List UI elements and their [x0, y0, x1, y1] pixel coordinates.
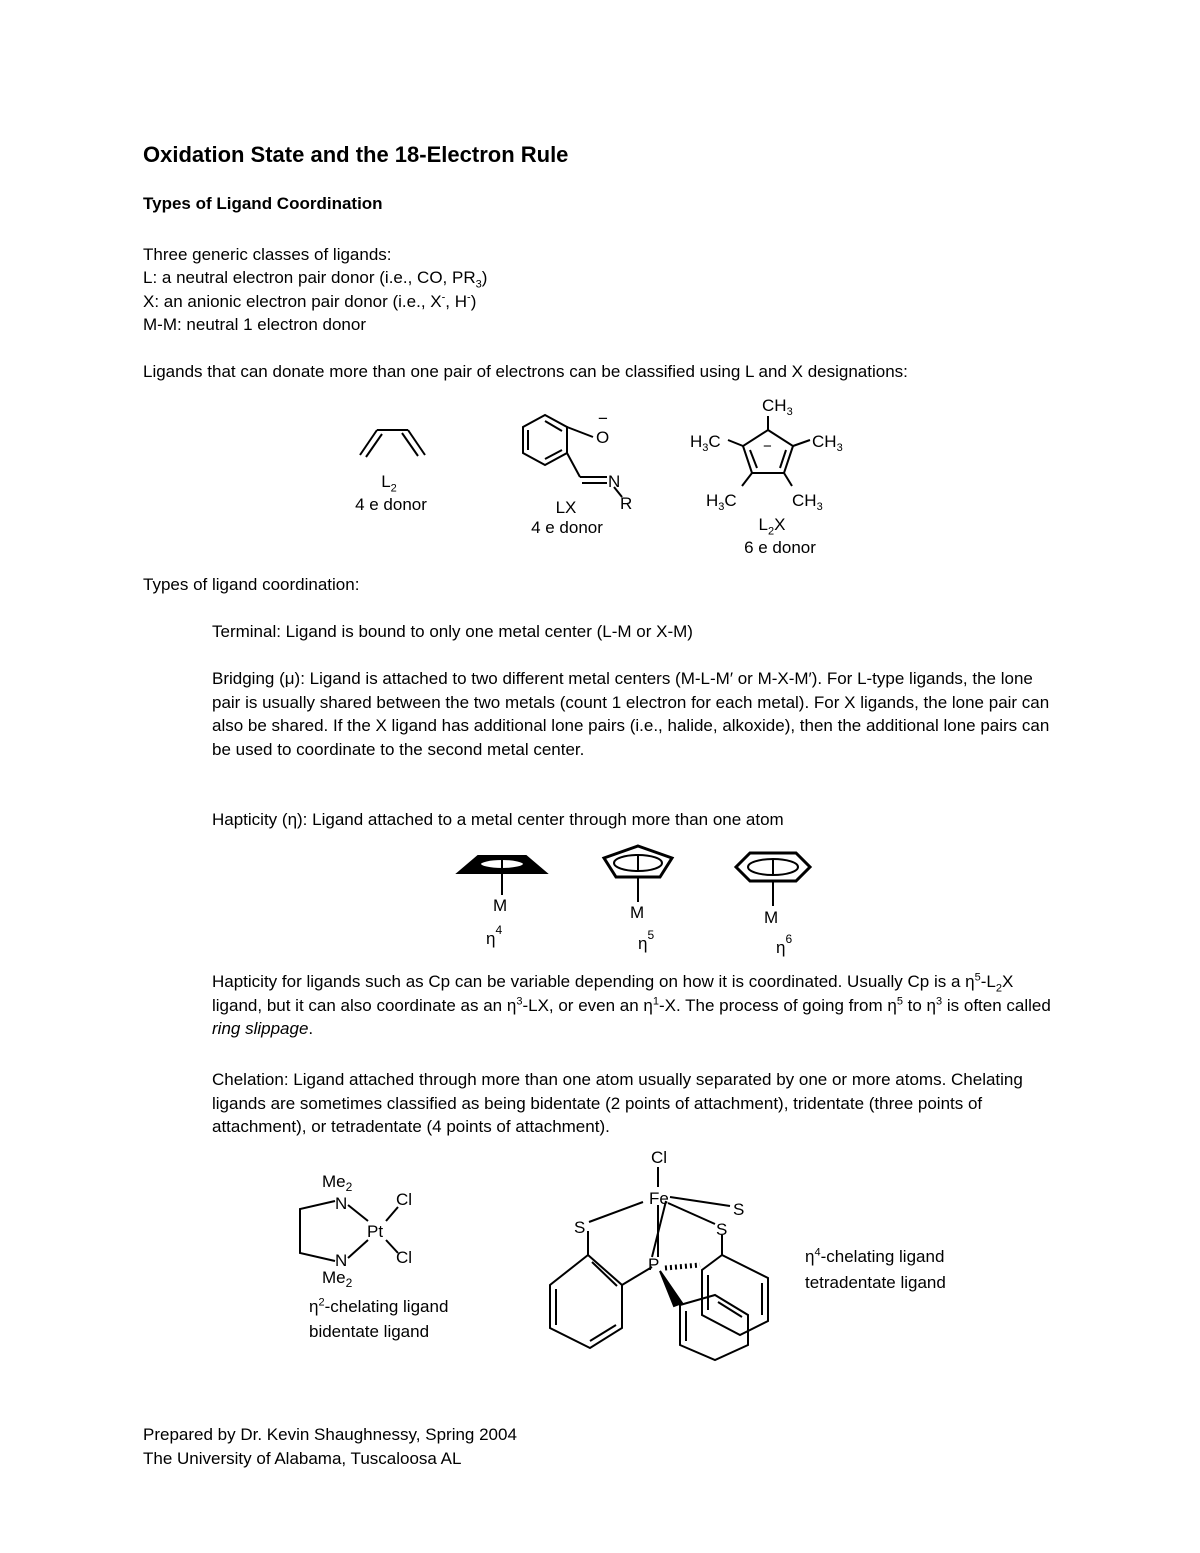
class-l-text: L: a neutral electron pair donor (i.e., CO, PR [143, 268, 476, 287]
salicylaldimine-label: LX [555, 498, 577, 517]
cpstar-h3c-bottom: $H_3C$ [706, 491, 737, 513]
pt-metal: Pt [367, 1222, 384, 1241]
eta5-ring [604, 846, 672, 902]
class-x-sup1: - [441, 291, 446, 304]
pt-complex-structure [290, 1165, 470, 1290]
eta6-label: $\eta^6$ [776, 932, 793, 957]
class-x-mid: , H [445, 292, 468, 311]
cp-star-donor: 6 e donor [744, 538, 816, 557]
fe-s-left: S [574, 1218, 586, 1237]
eta5-label: $\eta^5$ [638, 928, 655, 953]
footer-institution: The University of Alabama, Tuscaloosa AL [143, 1449, 462, 1468]
cp-star-label: $L_2X$ [758, 515, 786, 538]
phenoxide-charge: − [598, 409, 608, 428]
chelation-definition: Chelation: Ligand attached through more than one atom usually separated by one or more atoms. Chelating ligands are sometimes classified as being bidentate (2 points of attachment), tridentate (three points of attachment), or tetradentate (4 points of attachment). [212, 1070, 1023, 1136]
cpstar-charge: − [763, 438, 772, 455]
fe-s-right: S [733, 1200, 745, 1219]
fe-cl: Cl [651, 1148, 668, 1167]
footer-author: Prepared by Dr. Kevin Shaughnessy, Spring 2004 [143, 1425, 517, 1444]
eta5-metal: M [630, 903, 645, 922]
class-l-sub: 3 [475, 278, 482, 291]
classes-intro: Three generic classes of ligands: [143, 245, 392, 264]
pt-me2-bottom: $Me_2$ [322, 1268, 353, 1290]
fe-caption-2: tetradentate ligand [805, 1273, 946, 1292]
butadiene-label: $L_2$ [381, 472, 397, 495]
imine-r-group: R [620, 494, 633, 513]
class-l [143, 266, 487, 289]
cpstar-ch3-top: $CH_3$ [762, 396, 793, 418]
butadiene-donor: 4 e donor [355, 495, 427, 514]
fe-s-middle: S [716, 1220, 728, 1239]
lx-intro: Ligands that can donate more than one pair of electrons can be classified using L and X designations: [143, 362, 908, 381]
eta4-metal: M [493, 896, 508, 915]
fe-p: P [648, 1255, 660, 1274]
hapticity-structures [450, 840, 830, 960]
class-x-sup2: - [467, 291, 471, 304]
pt-caption-2: bidentate ligand [309, 1322, 430, 1341]
fe-metal: Fe [649, 1189, 669, 1208]
ring-slippage-term: ring slippage [212, 1019, 309, 1038]
cpstar-ch3-bottom: $CH_3$ [792, 491, 823, 513]
pt-cl-bottom: Cl [396, 1248, 413, 1267]
eta4-label: $\eta^4$ [486, 923, 503, 948]
salicylaldimine-donor: 4 e donor [531, 518, 603, 537]
page-title: Oxidation State and the 18-Electron Rule [143, 142, 569, 167]
pt-n-top: N [335, 1194, 348, 1213]
class-x-text: X: an anionic electron pair donor (i.e., X [143, 292, 442, 311]
hapticity-definition: Hapticity (η): Ligand attached to a metal center through more than one atom [212, 810, 784, 829]
eta6-ring [736, 853, 810, 906]
section-heading: Types of Ligand Coordination [143, 194, 383, 213]
pt-me2-top: $Me_2$ [322, 1172, 353, 1194]
terminal-definition: Terminal: Ligand is bound to only one metal center (L-M or X-M) [212, 622, 693, 641]
coord-intro: Types of ligand coordination: [143, 575, 360, 594]
class-mm: M-M: neutral 1 electron donor [143, 315, 366, 334]
bridging-definition: Bridging (μ): Ligand is attached to two different metal centers (M-L-M′ or M-X-M′). For L-type ligands, the lone pair is usually shared between the two metals (count 1 electron for each metal). For X ligands, the lone pair can also be shared. If the X ligand has additional lone pairs (i.e., halide, alkoxide), then the additional lone pairs can be used to coordinate to the second metal center. [212, 669, 1050, 759]
fe-caption-1: $\eta^4$-chelating ligand [805, 1246, 945, 1266]
butadiene-structure [355, 420, 435, 480]
fe-complex-structure [540, 1145, 780, 1365]
class-x [143, 290, 476, 313]
pt-caption-1: $\eta^2$-chelating ligand [309, 1296, 449, 1316]
pt-n-bottom: N [335, 1251, 348, 1270]
cpstar-h3c-left: $H_3C$ [690, 432, 721, 454]
pt-cl-top: Cl [396, 1190, 413, 1209]
cp-star-structure [680, 388, 860, 518]
cpstar-ch3-right: $CH_3$ [812, 432, 843, 454]
class-l-end: ) [481, 268, 488, 287]
eta6-metal: M [764, 908, 779, 927]
eta4-ring [458, 856, 546, 895]
hapticity-paragraph: Hapticity for ligands such as Cp can be variable depending on how it is coordinated. Usually Cp is a $\eta^5-L_2X$ ligand, but it can also coordinate as an $\eta^3-LX$, or even an $\eta^1-X$. The process of going from $\eta^5$ to $\eta^3$ is often called ring slippage. [212, 971, 1051, 1038]
phenoxide-oxygen: O [596, 428, 610, 447]
class-x-end: ) [470, 292, 477, 311]
imine-nitrogen: N [608, 472, 621, 491]
